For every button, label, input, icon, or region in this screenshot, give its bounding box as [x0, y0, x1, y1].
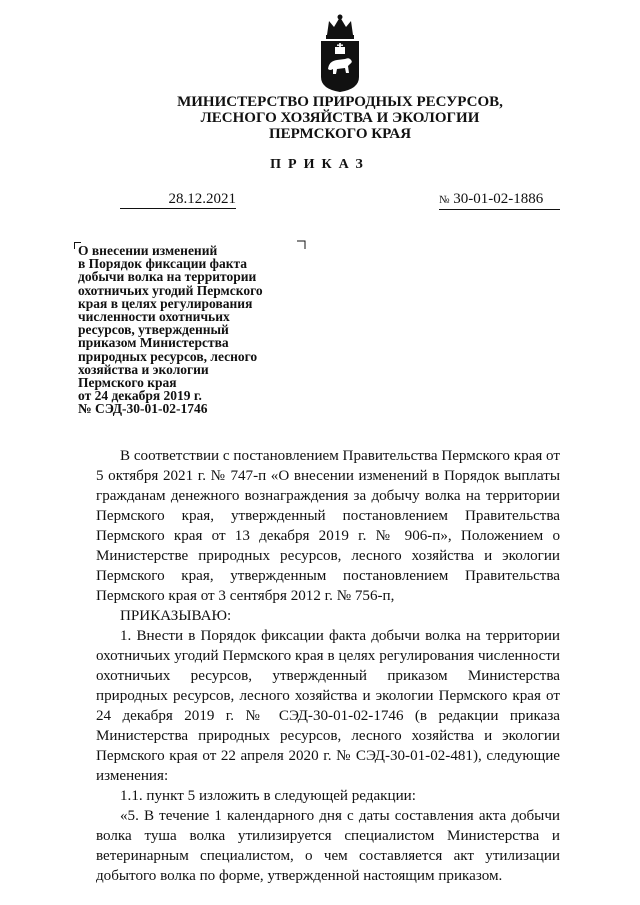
order-subject: О внесении изменений в Порядок фиксации факта добычи волка на территории охотничьих угодий Пермского края в целях регулирования численности охотничьих ресурсов, утвержденный приказом Министерства природных ресурсов, лесного хозяйства и экологии Пермского края от 24 декабря 2019 г. № СЭД-30-01-02-1746: [78, 243, 263, 417]
quoted-amendment-paragraph: «5. В течение 1 календарного дня с даты составления акта добычи волка туша волка утилизируется специалистом Министерства и ветеринарным специалистом, о чем составляется акт утилизации добытого волка по форме, утвержденной настоящим приказом.: [96, 808, 560, 884]
order-body: [96, 446, 560, 886]
coat-of-arms-icon: [315, 13, 365, 93]
order-number: 30-01-02-1886: [453, 191, 544, 207]
document-type-title: ПРИКАЗ: [270, 157, 370, 172]
order-date: 28.12.2021: [120, 190, 236, 209]
number-sign: №: [439, 194, 450, 206]
ministry-name: МИНИСТЕРСТВО ПРИРОДНЫХ РЕСУРСОВ, ЛЕСНОГО ХОЗЯЙСТВА И ЭКОЛОГИИ ПЕРМСКОГО КРАЯ: [177, 94, 503, 142]
order-number-line: [439, 190, 560, 210]
item-1-paragraph: 1. Внести в Порядок фиксации факта добычи волка на территории охотничьих угодий Пермского края в целях регулирования численности охотничьих ресурсов, утвержденный приказом Министерства природных ресурсов, лесного хозяйства и экологии Пермского края от 24 декабря 2019 г. № СЭД-30-01-02-1746 (в редакции приказа Министерства природных ресурсов, лесного хозяйства и экологии Пермского края от 22 апреля 2020 г. № СЭД-30-01-02-481), следующие изменения:: [96, 628, 560, 784]
command-word: ПРИКАЗЫВАЮ:: [120, 608, 232, 624]
item-1-1-paragraph: 1.1. пункт 5 изложить в следующей редакции:: [120, 788, 416, 804]
preamble-paragraph: В соответствии с постановлением Правительства Пермского края от 5 октября 2021 г. № 747-п «О внесении изменений в Порядок выплаты гражданам денежного вознаграждения за добычу волка на территории Пермского края, утвержденный постановлением Правительства Пермского края от 13 декабря 2019 г. № 906-п», Положением о Министерстве природных ресурсов, лесного хозяйства и экологии Пермского края, утвержденным постановлением Правительства Пермского края от 3 сентября 2012 г. № 756-п,: [96, 448, 560, 604]
